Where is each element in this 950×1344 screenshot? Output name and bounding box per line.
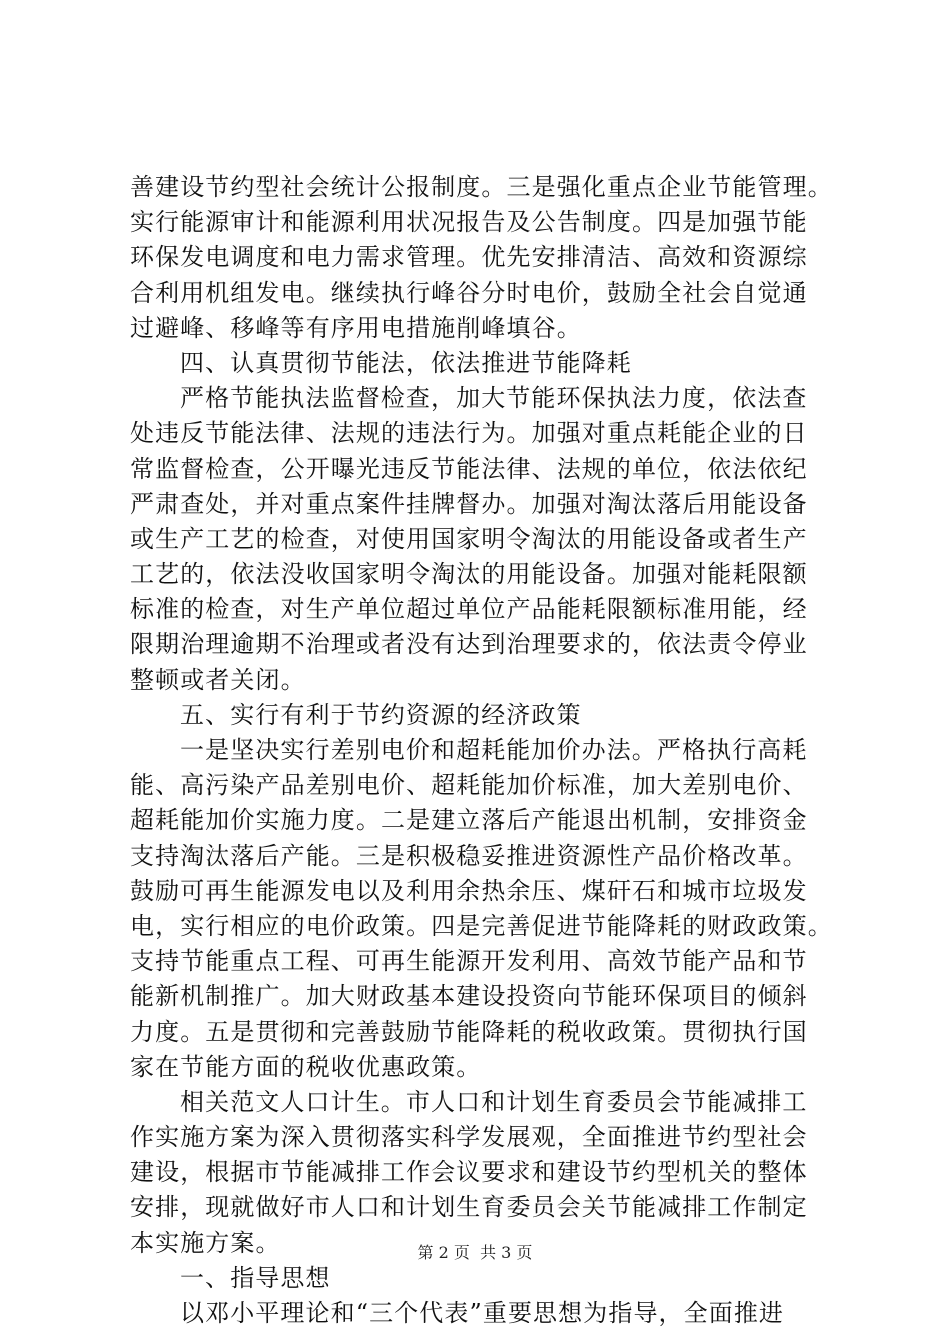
text-line: 支持淘汰落后产能。三是积极稳妥推进资源性产品价格改革。 — [130, 841, 808, 870]
text-line: 安排，现就做好市人口和计划生育委员会关节能减排工作制定 — [130, 1193, 808, 1222]
text-line: 力度。五是贯彻和完善鼓励节能降耗的税收政策。贯彻执行国 — [130, 1017, 808, 1046]
text-line: 超耗能加价实施力度。二是建立落后产能退出机制，安排资金 — [130, 806, 808, 835]
text-line: 支持节能重点工程、可再生能源开发利用、高效节能产品和节 — [130, 947, 808, 976]
text-line: 相关范文人口计生。市人口和计划生育委员会节能减排工 — [180, 1087, 808, 1116]
text-line: 合利用机组发电。继续执行峰谷分时电价，鼓励全社会自觉通 — [130, 278, 808, 307]
text-line: 本实施方案。 — [130, 1228, 281, 1257]
document-body — [130, 170, 838, 1331]
text-line: 整顿或者关闭。 — [130, 665, 306, 694]
text-line: 处违反节能法律、法规的违法行为。加强对重点耗能企业的日 — [130, 419, 808, 448]
text-line: 工艺的，依法没收国家明令淘汰的用能设备。加强对能耗限额 — [130, 560, 808, 589]
text-line: 电，实行相应的电价政策。四是完善促进节能降耗的财政政策。 — [130, 911, 833, 940]
text-line: 家在节能方面的税收优惠政策。 — [130, 1052, 482, 1081]
text-line: 作实施方案为深入贯彻落实科学发展观，全面推进节约型社会 — [130, 1123, 808, 1152]
text-line: 鼓励可再生能源发电以及利用余热余压、煤矸石和城市垃圾发 — [130, 876, 808, 905]
text-line: 善建设节约型社会统计公报制度。三是强化重点企业节能管理。 — [130, 173, 833, 201]
text-line: 以邓小平理论和“三个代表”重要思想为指导，全面推进 — [180, 1299, 785, 1327]
text-line: 严格节能执法监督检查，加大节能环保执法力度，依法查 — [180, 384, 808, 413]
text-line: 过避峰、移峰等有序用电措施削峰填谷。 — [130, 313, 582, 342]
text-line: 限期治理逾期不治理或者没有达到治理要求的，依法责令停业 — [130, 630, 808, 659]
text-line: 常监督检查，公开曝光违反节能法律、法规的单位，依法依纪 — [130, 454, 808, 483]
text-line: 或生产工艺的检查，对使用国家明令淘汰的用能设备或者生产 — [130, 524, 808, 553]
text-line: 能新机制推广。加大财政基本建设投资向节能环保项目的倾斜 — [130, 982, 808, 1011]
text-line: 标准的检查，对生产单位超过单位产品能耗限额标准用能，经 — [130, 595, 808, 624]
text-line: 五、实行有利于节约资源的经济政策 — [180, 700, 582, 729]
text-line: 环保发电调度和电力需求管理。优先安排清洁、高效和资源综 — [130, 243, 808, 272]
text-line: 建设，根据市节能减排工作会议要求和建设节约型机关的整体 — [130, 1158, 808, 1187]
page-footer: 第 2 页 共 3 页 — [417, 1243, 533, 1262]
text-line: 四、认真贯彻节能法，依法推进节能降耗 — [180, 348, 632, 377]
text-line: 一是坚决实行差别电价和超耗能加价办法。严格执行高耗 — [180, 736, 808, 764]
text-line: 严肃查处，并对重点案件挂牌督办。加强对淘汰落后用能设备 — [130, 489, 808, 518]
text-line: 一、指导思想 — [180, 1263, 331, 1292]
text-line: 能、高污染产品差别电价、超耗能加价标准，加大差别电价、 — [130, 771, 808, 800]
text-line: 实行能源审计和能源利用状况报告及公告制度。四是加强节能 — [130, 208, 808, 237]
